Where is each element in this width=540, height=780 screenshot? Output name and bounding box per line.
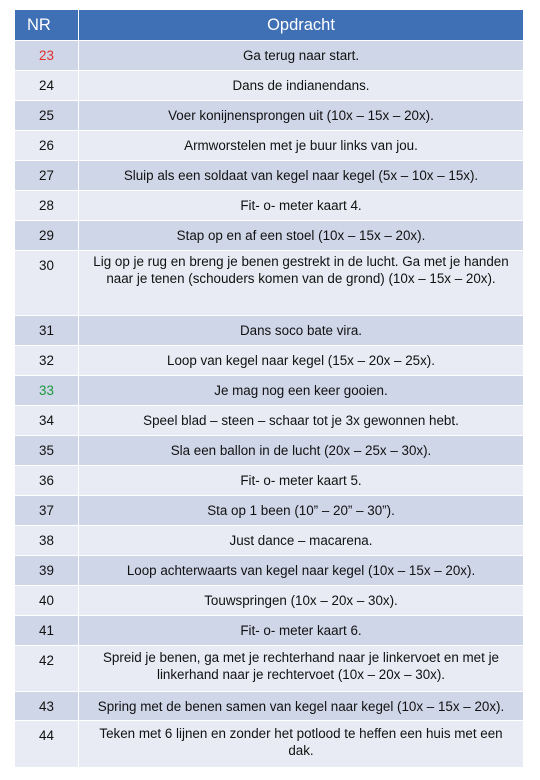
row-nr: 28	[15, 191, 79, 220]
row-nr: 40	[15, 586, 79, 615]
row-text: Fit- o- meter kaart 5.	[240, 473, 362, 488]
row-nr: 41	[15, 616, 79, 645]
row-nr: 29	[15, 221, 79, 250]
row-nr: 27	[15, 161, 79, 190]
row-nr: 32	[15, 346, 79, 375]
row-nr: 37	[15, 496, 79, 525]
assignments-table	[15, 10, 523, 768]
row-text: Dans de indianendans.	[232, 78, 370, 93]
table-row	[15, 692, 523, 721]
row-nr: 43	[15, 692, 79, 720]
header-opdracht: Opdracht	[267, 16, 335, 34]
row-text: Stap op en af een stoel (10x – 15x – 20x).	[176, 228, 426, 243]
table-row	[15, 436, 523, 466]
table-row	[15, 251, 523, 316]
row-nr: 24	[15, 71, 79, 100]
table-row	[15, 376, 523, 406]
table-row	[15, 71, 523, 101]
table-row	[15, 101, 523, 131]
table-row	[15, 221, 523, 251]
row-nr: 23	[15, 41, 79, 70]
table-row	[15, 616, 523, 646]
table-row	[15, 406, 523, 436]
row-text: Just dance – macarena.	[229, 533, 373, 548]
row-text: Loop achterwaarts van kegel naar kegel (10x – 15x – 20x).	[126, 563, 476, 578]
table-row	[15, 526, 523, 556]
row-text: Spring met de benen samen van kegel naar kegel (10x – 15x – 20x).	[97, 699, 505, 714]
row-nr: 35	[15, 436, 79, 465]
table-header	[15, 10, 523, 41]
table-row	[15, 41, 523, 71]
row-text: Teken met 6 lijnen en zonder het potlood te heffen een huis met een dak.	[99, 726, 503, 758]
table-row	[15, 316, 523, 346]
row-text: Touwspringen (10x – 20x – 30x).	[204, 593, 398, 608]
table-row	[15, 721, 523, 768]
row-text: Dans soco bate vira.	[239, 323, 363, 338]
table-row	[15, 191, 523, 221]
row-text: Sla een ballon in de lucht (20x – 25x – 30x).	[170, 443, 432, 458]
table-row	[15, 131, 523, 161]
row-nr: 33	[15, 376, 79, 405]
table-row	[15, 586, 523, 616]
row-text: Sluip als een soldaat van kegel naar kegel (5x – 10x – 15x).	[123, 168, 479, 183]
table-row	[15, 161, 523, 191]
table-row	[15, 496, 523, 526]
table-row	[15, 346, 523, 376]
row-text: Fit- o- meter kaart 4.	[240, 198, 362, 213]
row-text: Voer konijnensprongen uit (10x – 15x – 20x).	[168, 108, 434, 123]
row-text: Speel blad – steen – schaar tot je 3x gewonnen hebt.	[143, 413, 459, 428]
row-nr: 31	[15, 316, 79, 345]
row-text: Loop van kegel naar kegel (15x – 20x – 25x).	[167, 353, 435, 368]
row-nr: 42	[15, 646, 79, 691]
row-nr: 34	[15, 406, 79, 435]
row-nr: 38	[15, 526, 79, 555]
row-text: Spreid je benen, ga met je rechterhand naar je linkervoet en met je linkerhand naar je rechtervoet (10x – 20x – 30x).	[102, 650, 499, 682]
row-nr: 30	[15, 251, 79, 315]
header-nr: NR	[15, 10, 79, 40]
row-text: Ga terug naar start.	[242, 48, 360, 63]
row-text: Lig op je rug en breng je benen gestrekt in de lucht. Ga met je handen naar je tenen (schouders komen van de grond) (10x – 15x – 20x).	[93, 254, 509, 286]
row-text: Sta op 1 been (10” – 20” – 30”).	[207, 503, 395, 518]
row-text: Fit- o- meter kaart 6.	[240, 623, 362, 638]
row-nr: 36	[15, 466, 79, 495]
table-row	[15, 556, 523, 586]
row-nr: 25	[15, 101, 79, 130]
table-row	[15, 466, 523, 496]
row-text: Je mag nog een keer gooien.	[214, 383, 388, 398]
row-nr: 39	[15, 556, 79, 585]
row-text: Armworstelen met je buur links van jou.	[184, 138, 418, 153]
row-nr: 26	[15, 131, 79, 160]
table-row	[15, 646, 523, 692]
row-nr: 44	[15, 721, 79, 767]
